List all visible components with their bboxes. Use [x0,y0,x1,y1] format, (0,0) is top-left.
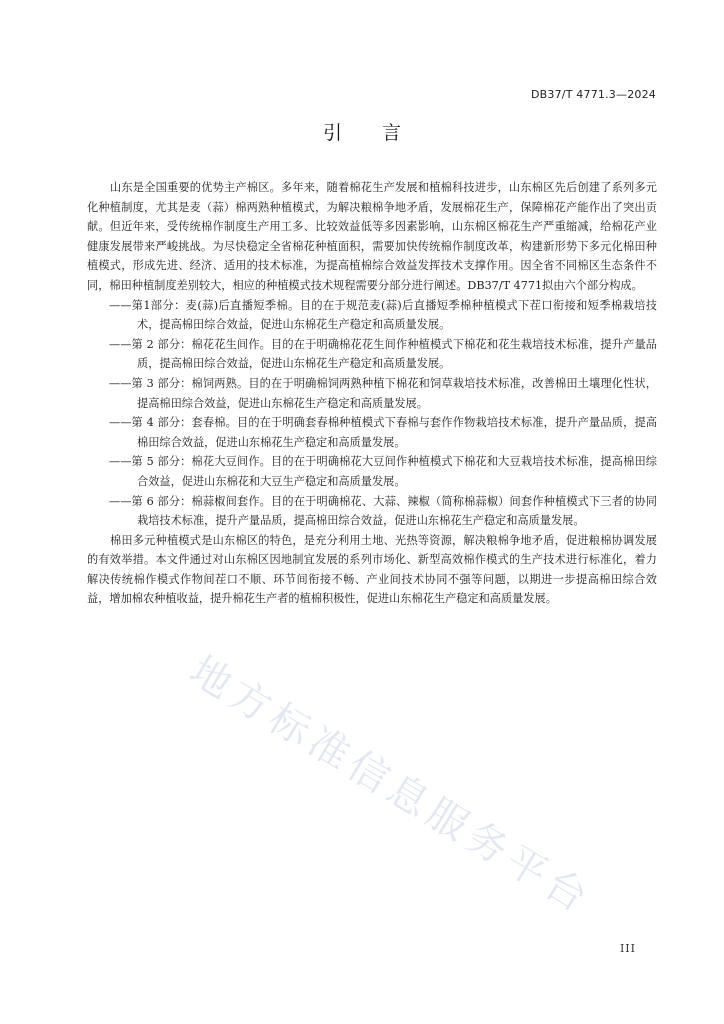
document-code: DB37/T 4771.3—2024 [530,88,656,101]
document-body [87,178,657,609]
closing-paragraph: 棉田多元种植模式是山东棉区的特色，是充分利用土地、光热等资源，解决粮棉争地矛盾，促进粮棉协调发展的有效举措。本文件通过对山东棉区因地制宜发展的系列市场化、新型高效棉作模式的生产技术进行标准化，着力解决传统棉作模式作物间茬口不顺、环节间衔接不畅、产业间技术协同不强等问题，以期进一步提高棉田综合效益，增加棉农种植收益，提升棉花生产者的植棉积极性，促进山东棉花生产稳定和高质量发展。 [87,533,657,606]
watermark: 地方标准信息服务平台 [181,647,600,925]
part-item-5: ——第 5 部分：棉花大豆间作。目的在于明确棉花大豆间作种植模式下棉花和大豆栽培技术标准，提高棉田综合效益，促进山东棉花和大豆生产稳定和高质量发展。 [109,455,657,488]
intro-paragraph: 山东是全国重要的优势主产棉区。多年来，随着棉花生产发展和植棉科技进步，山东棉区先后创建了系列多元化种植制度，尤其是麦（蒜）棉两熟种植模式，为解决粮棉争地矛盾，发展棉花生产，保障棉花产能作出了突出贡献。但近年来，受传统棉作制度生产用工多、比较效益低等多因素影响，山东棉区棉花生产严重缩减，给棉花产业健康发展带来严峻挑战。为尽快稳定全省棉花种植面积，需要加快传统棉作制度改革，构建新形势下多元化棉田种植模式，形成先进、经济、适用的技术标准，为提高植棉综合效益发挥技术支撑作用。因全省不同棉区生态条件不同，棉田种植制度差别较大，相应的种植模式技术规程需要分部分进行阐述。DB37/T 4771拟由六个部分构成。 [87,181,657,292]
part-item-2: ——第 2 部分：棉花花生间作。目的在于明确棉花花生间作种植模式下棉花和花生栽培技术标准，提升产量品质，提高棉田综合效益，促进山东棉花生产稳定和高质量发展。 [109,337,657,371]
part-item-4: ——第 4 部分：套春棉。目的在于明确套春棉种植模式下春棉与套作作物栽培技术标准，提升产量品质，提高棉田综合效益，促进山东棉花生产稳定和高质量发展。 [109,416,657,449]
part-item-6: ——第 6 部分：棉蒜椒间套作。目的在于明确棉花、大蒜、辣椒（简称棉蒜椒）间套作种植模式下三者的协同栽培技术标准，提升产量品质，提高棉田综合效益，促进山东棉花生产稳定和高质量发展。 [109,494,657,528]
section-title: 引言 [322,122,441,144]
part-item-1: ——第1部分：麦(蒜)后直播短季棉。目的在于规范麦(蒜)后直播短季棉种植模式下茬口衔接和短季棉栽培技术，提高棉田综合效益，促进山东棉花生产稳定和高质量发展。 [109,298,657,332]
part-item-3: ——第 3 部分：棉饲两熟。目的在于明确棉饲两熟种植下棉花和饲草栽培技术标准，改善棉田土壤理化性状，提高棉田综合效益，促进山东棉花生产稳定和高质量发展。 [109,376,657,410]
page-number: III [619,942,636,955]
